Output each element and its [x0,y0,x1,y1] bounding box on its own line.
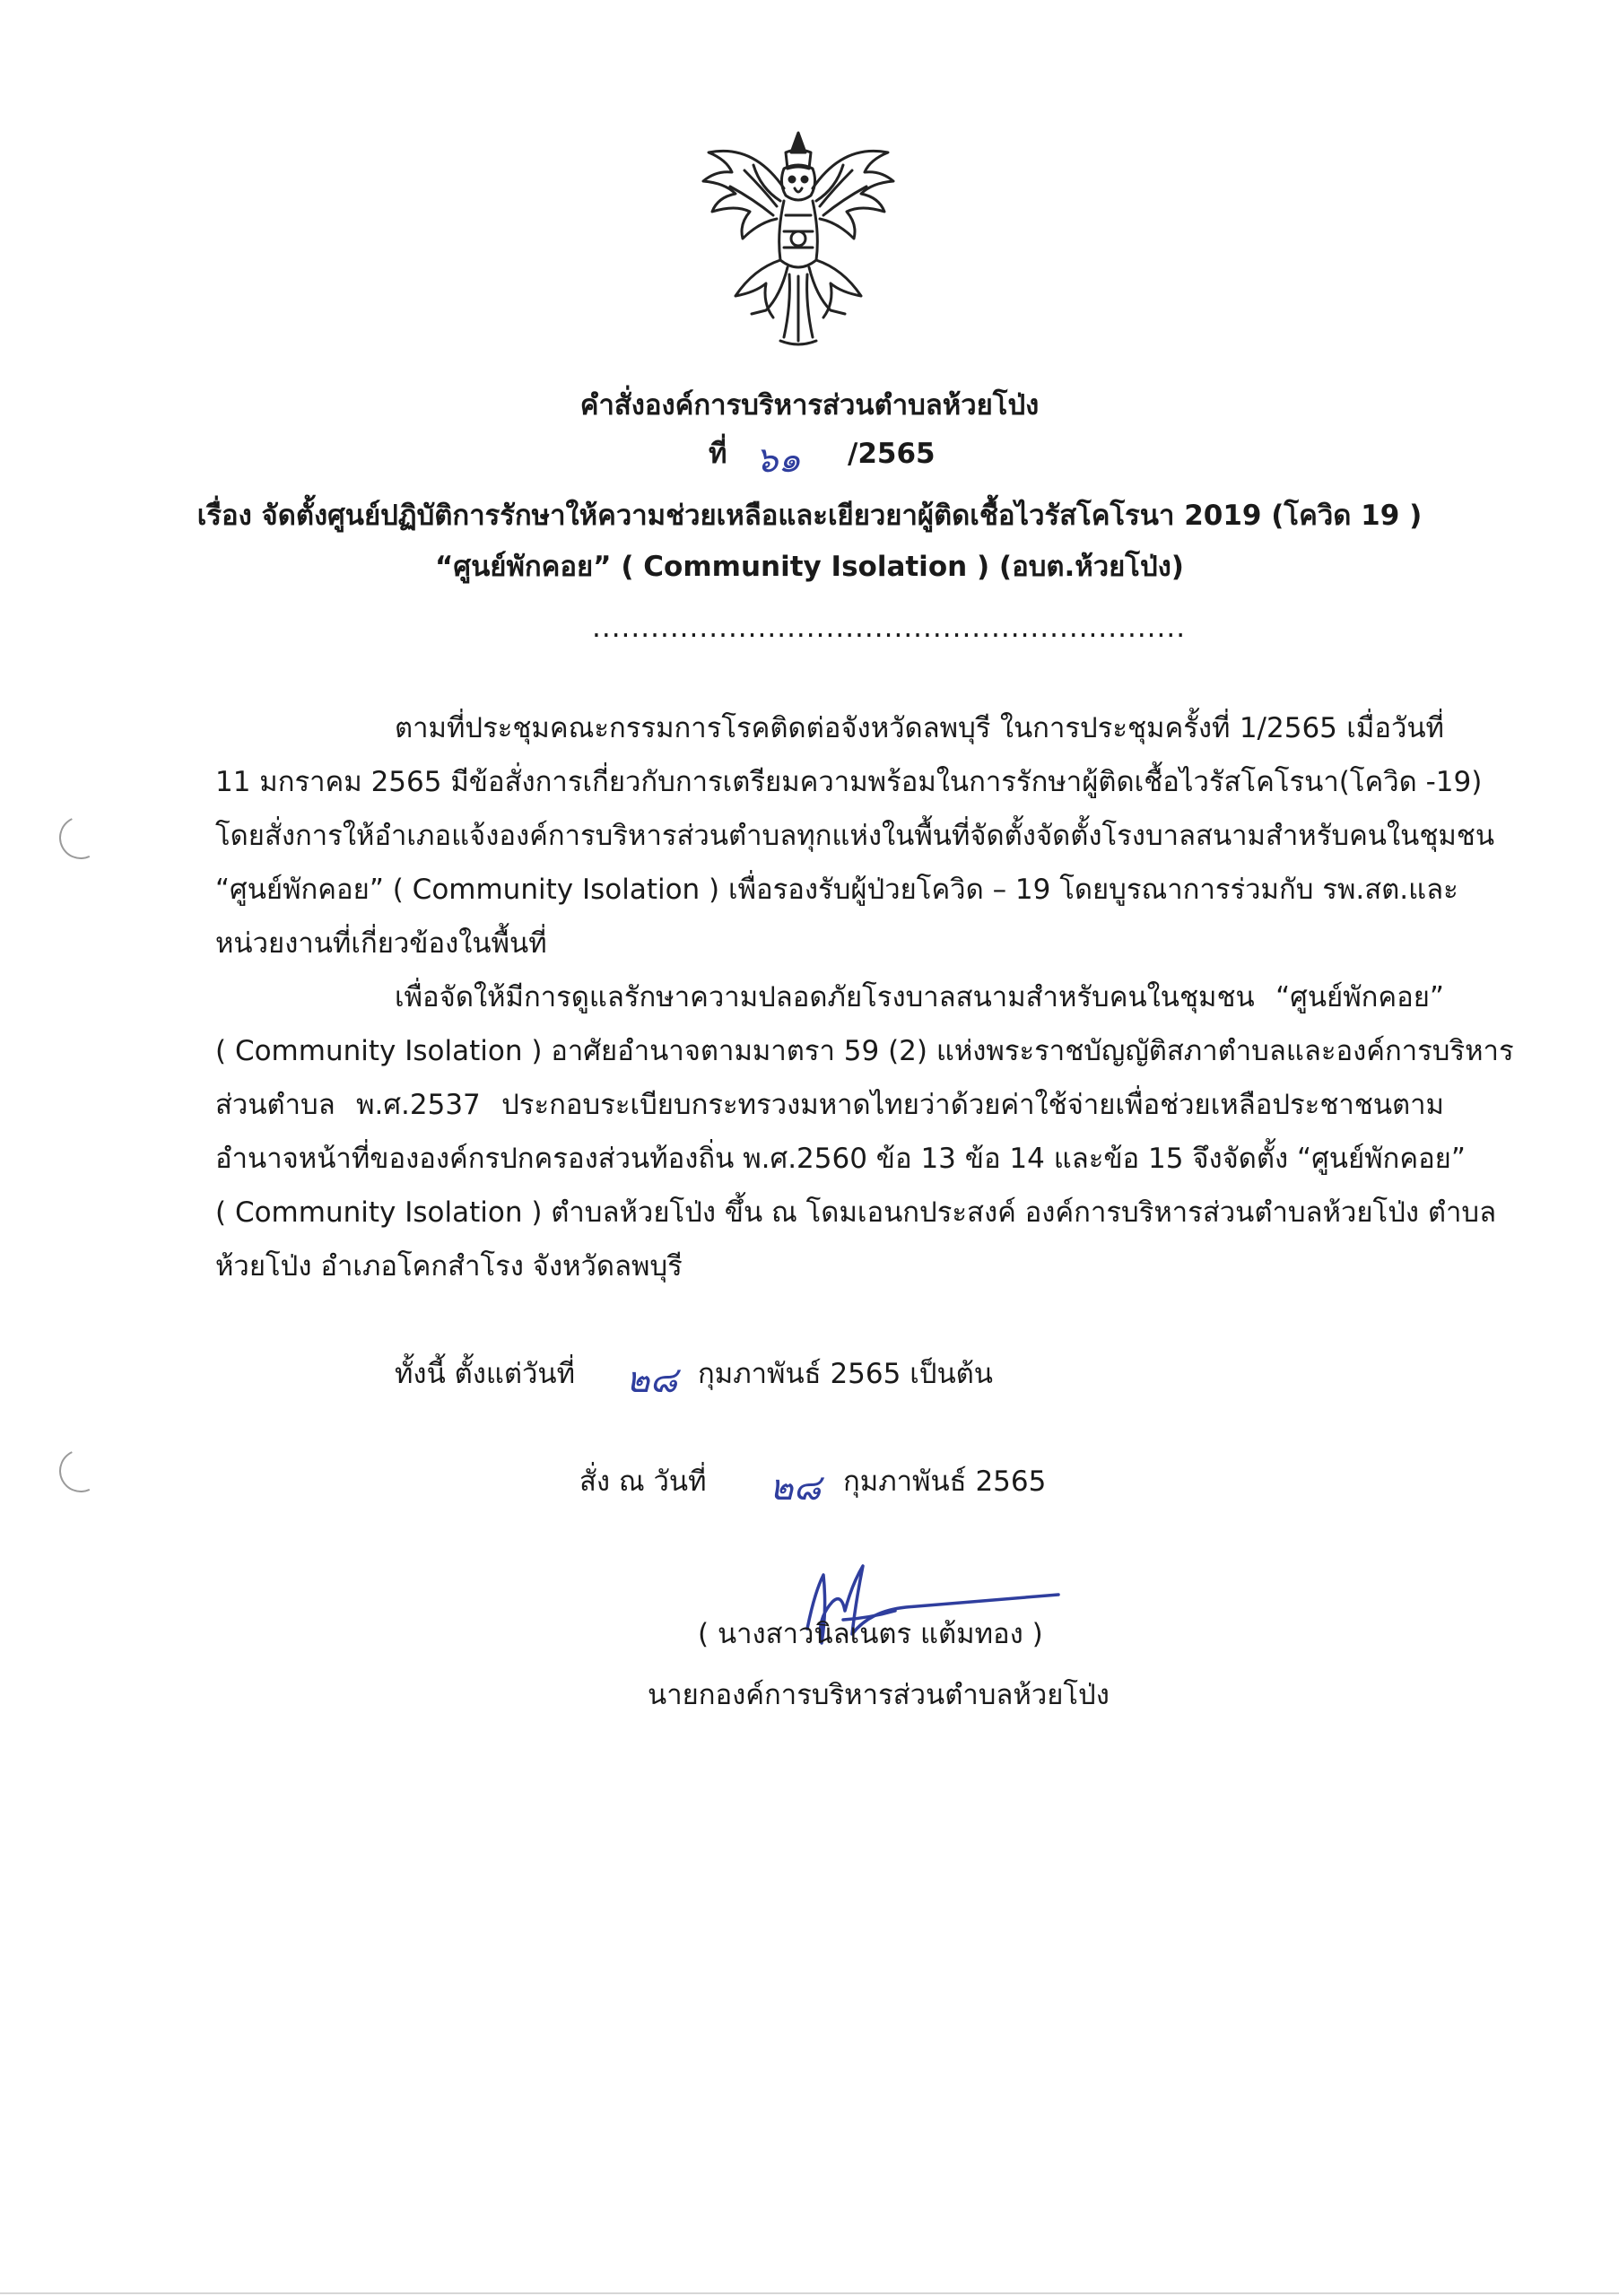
effective-day-handwritten: ๒๘ [626,1360,678,1401]
paragraph2-line: อำนาจหน้าที่ขององค์กรปกครองส่วนท้องถิ่น พ.ศ.2560 ข้อ 13 ข้อ 14 และข้อ 15 จึงจัดตั้ง “ศูนย์พักคอย” [215,1143,1466,1175]
punch-hole-mark [53,1443,109,1499]
paragraph2-line: ( Community Isolation ) ตำบลห้วยโป่ง ขึ้น ณ โดมเอนกประสงค์ องค์การบริหารส่วนตำบลห้วยโป่ง ตำบล [215,1196,1497,1229]
paragraph1-line: หน่วยงานที่เกี่ยวข้องในพื้นที่ [215,927,547,960]
ordered-date-text: กุมภาพันธ์ 2565 [843,1465,1047,1498]
garuda-emblem [691,126,906,350]
order-number-handwritten: ๖๑ [755,439,801,481]
signatory-position: นายกองค์การบริหารส่วนตำบลห้วยโป่ง [648,1679,1110,1711]
order-number-year: /2565 [848,438,936,470]
order-number-prefix: ที่ [709,438,727,470]
paragraph2-line: ส่วนตำบล พ.ศ.2537 ประกอบระเบียบกระทรวงมหาดไทยว่าด้วยค่าใช้จ่ายเพื่อช่วยเหลือประชาชนตาม [215,1089,1444,1121]
paragraph1-line: ตามที่ประชุมคณะกรรมการโรคติดต่อจังหวัดลพบุรี ในการประชุมครั้งที่ 1/2565 เมื่อวันที่ [395,712,1444,744]
effective-date-label: ทั้งนี้ ตั้งแต่วันที่ [395,1358,576,1390]
ordered-date-label: สั่ง ณ วันที่ [579,1465,707,1498]
paragraph1-line: “ศูนย์พักคอย” ( Community Isolation ) เพื่อรองรับผู้ป่วยโควิด – 19 โดยบูรณาการร่วมกับ รพ.สต.และ [215,874,1458,906]
signatory-name: ( นางสาวนิลเนตร แต้มทอง ) [698,1618,1043,1650]
paragraph2-line: เพื่อจัดให้มีการดูแลรักษาความปลอดภัยโรงบาลสนามสำหรับคนในชุมชน “ศูนย์พักคอย” [395,981,1444,1013]
order-subject-line1: เรื่อง จัดตั้งศูนย์ปฏิบัติการรักษาให้ความช่วยเหลือและเยียวยาผู้ติดเชื้อไวรัสโคโรนา 2019 (โควิด 19 ) [196,500,1423,532]
ordered-day-handwritten: ๒๘ [770,1467,822,1509]
page-bottom-edge [0,2292,1619,2294]
paragraph2-line: ห้วยโป่ง อำเภอโคกสำโรง จังหวัดลพบุรี [215,1250,683,1283]
punch-hole-mark [53,810,109,865]
order-subject-line2: “ศูนย์พักคอย” ( Community Isolation ) (อบต.ห้วยโป่ง) [435,551,1184,583]
title-separator: ............................................................. [592,612,1187,644]
order-title: คำสั่งองค์การบริหารส่วนตำบลห้วยโป่ง [579,389,1040,422]
paragraph1-line: โดยสั่งการให้อำเภอแจ้งองค์การบริหารส่วนตำบลทุกแห่งในพื้นที่จัดตั้งจัดตั้งโรงบาลสนามสำหรับคนในชุมชน [215,820,1495,852]
effective-date-text: กุมภาพันธ์ 2565 เป็นต้น [698,1358,993,1390]
paragraph1-line: 11 มกราคม 2565 มีข้อสั่งการเกี่ยวกับการเตรียมความพร้อมในการรักษาผู้ติดเชื้อไวรัสโคโรนา(โควิด -19) [215,766,1483,798]
paragraph2-line: ( Community Isolation ) อาศัยอำนาจตามมาตรา 59 (2) แห่งพระราชบัญญัติสภาตำบลและองค์การบริหาร [215,1035,1514,1067]
